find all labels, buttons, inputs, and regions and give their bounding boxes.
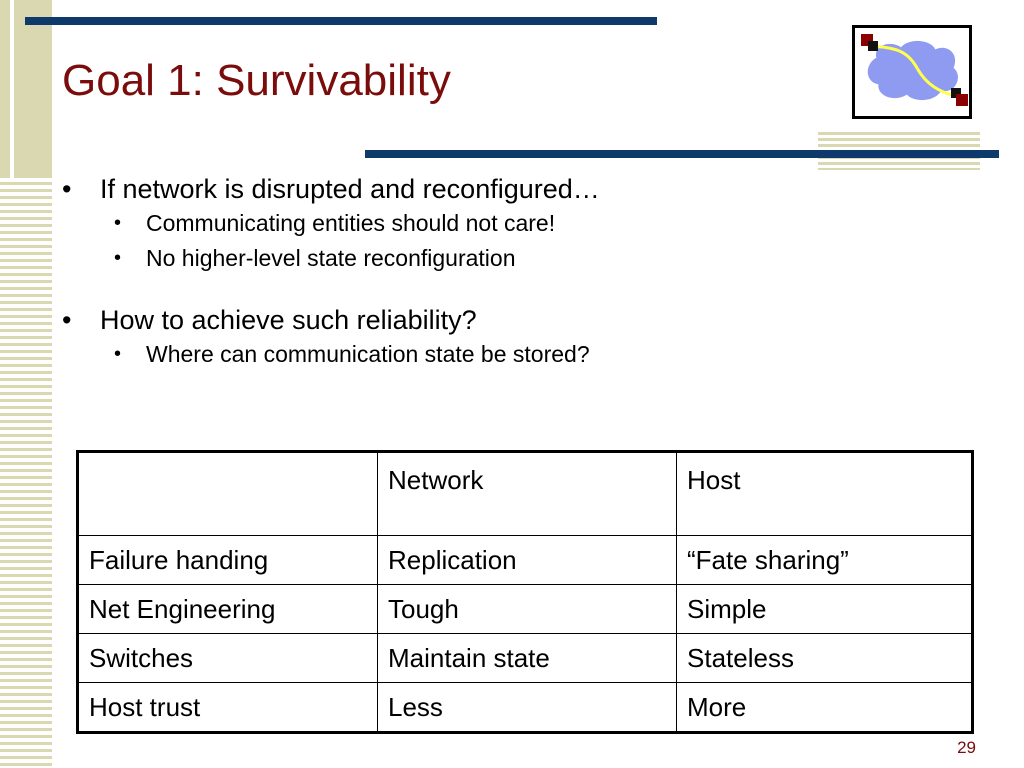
sub-bullet-item: • Where can communication state be stored? — [62, 337, 802, 372]
comparison-table — [76, 450, 974, 734]
sub-bullet-item: • Communicating entities should not care! — [62, 206, 802, 241]
slide-title: Goal 1: Survivability — [62, 56, 451, 105]
table-cell: Failure handing — [78, 536, 378, 585]
table-cell: Tough — [378, 585, 677, 634]
table-cell: “Fate sharing” — [677, 536, 973, 585]
title-underline-bar — [365, 150, 999, 158]
table-row — [78, 536, 973, 585]
sub-bullet-item: • No higher-level state reconfiguration — [62, 241, 802, 276]
bullet-item: • How to achieve such reliability? — [62, 303, 802, 337]
table-header-row — [78, 452, 973, 536]
table-row — [78, 634, 973, 683]
table-cell: More — [677, 683, 973, 733]
table-cell: Host trust — [78, 683, 378, 733]
table-cell: Simple — [677, 585, 973, 634]
table-header-cell: Network — [378, 452, 677, 536]
table-cell: Stateless — [677, 634, 973, 683]
top-accent-bar — [25, 17, 657, 25]
left-decorative-block-inner — [20, 0, 48, 178]
bullet-item: • If network is disrupted and reconfigured… — [62, 172, 802, 206]
table-header-cell — [78, 452, 378, 536]
table-row — [78, 683, 973, 733]
table-cell: Net Engineering — [78, 585, 378, 634]
table-cell: Maintain state — [378, 634, 677, 683]
left-decorative-block — [0, 0, 52, 178]
table-cell: Less — [378, 683, 677, 733]
table-cell: Switches — [78, 634, 378, 683]
bullet-spacer — [62, 276, 802, 303]
table-row — [78, 585, 973, 634]
bullet-list — [62, 172, 802, 372]
network-cloud-icon — [852, 25, 972, 119]
page-number: 29 — [957, 738, 976, 757]
table-cell: Replication — [378, 536, 677, 585]
table-header-cell: Host — [677, 452, 973, 536]
